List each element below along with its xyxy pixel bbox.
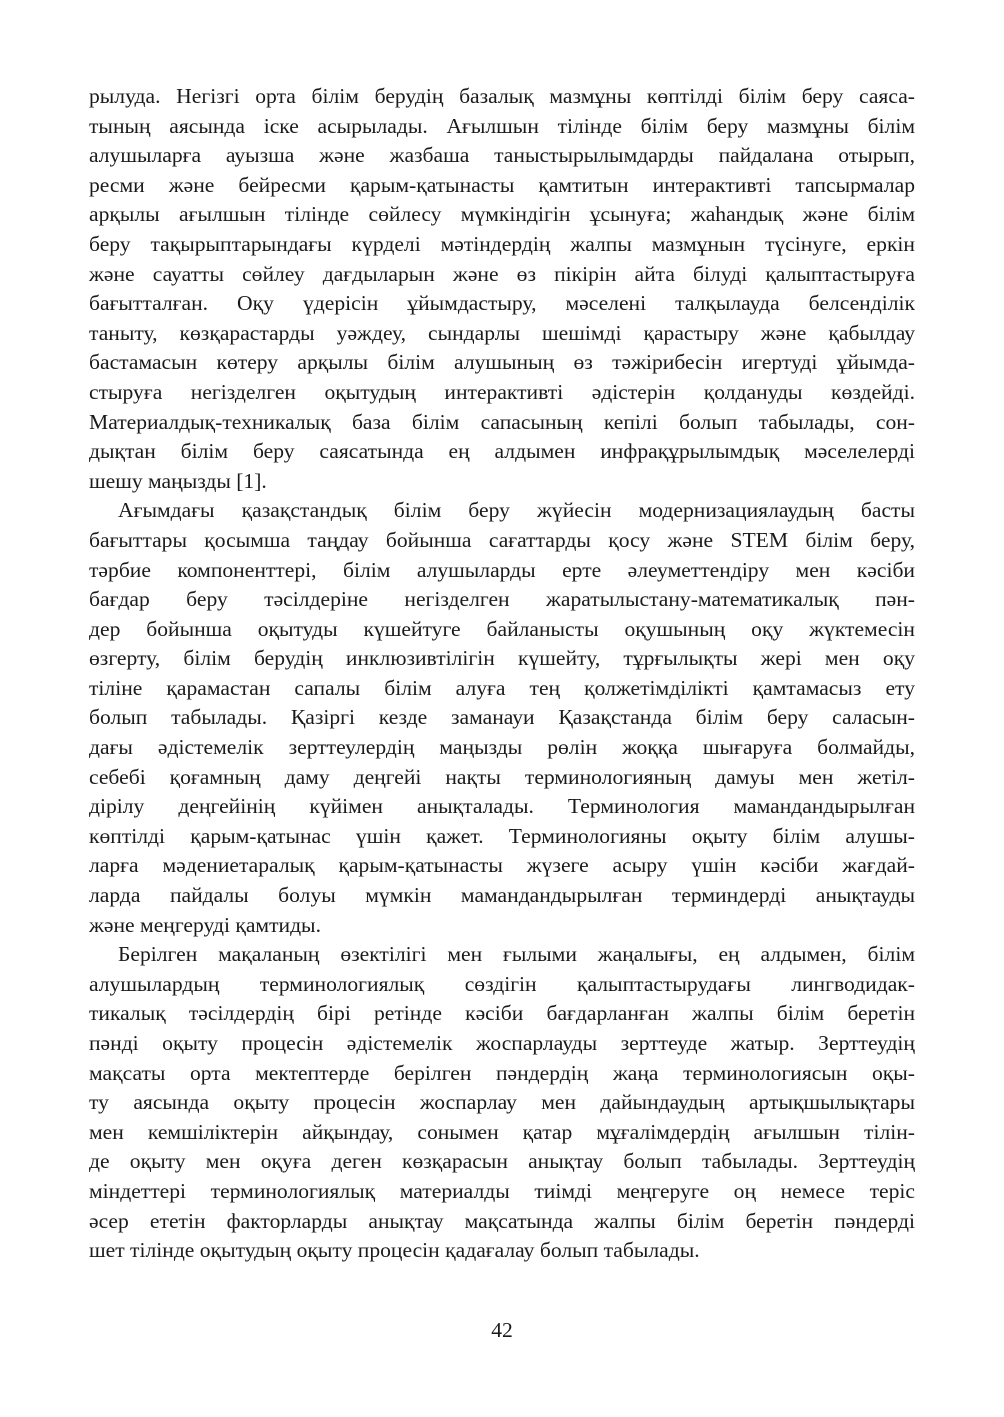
text-line: өзгерту, білім берудің инклюзивтілігін күшейту, тұрғылықты жері мен оқу	[89, 646, 915, 671]
text-line: шет тілінде оқытудың оқыту процесін қадағалау болып табылады.	[89, 1238, 700, 1263]
text-line: стыруға негізделген оқытудың интерактивті әдістерін қолдануды көздейді.	[89, 379, 915, 404]
paragraph	[89, 940, 915, 1266]
text-line: бастамасын көтеру арқылы білім алушының өз тәжірибесін игертуді ұйымда-	[89, 350, 915, 375]
text-line: тикалық тәсілдердің бірі ретінде кәсіби бағдарланған жалпы білім беретін	[89, 1001, 915, 1026]
text-line: тының аясында іске асырылады. Ағылшын тілінде білім беру мазмұны білім	[89, 113, 915, 138]
page-body	[89, 82, 915, 1266]
text-line: дер бойынша оқытуды күшейтуге байланысты оқушының оқу жүктемесін	[89, 616, 915, 641]
text-line: мен кемшіліктерін айқындау, сонымен қатар мұғалімдердің ағылшын тілін-	[89, 1119, 915, 1144]
text-line: ресми және бейресми қарым-қатынасты қамтитын интерактивті тапсырмалар	[89, 172, 915, 197]
text-line: алушыларға ауызша және жазбаша таныстырылымдарды пайдалана отырып,	[89, 143, 915, 168]
text-line: беру тақырыптарындағы күрделі мәтіндердің жалпы мазмұнын түсінуге, еркін	[89, 231, 915, 256]
text-line: және сауатты сөйлеу дағдыларын және өз пікірін айта білуді қалыптастыруға	[89, 261, 915, 286]
text-line: себебі қоғамның даму деңгейі нақты терминологияның дамуы мен жетіл-	[89, 764, 915, 789]
text-line: Ағымдағы қазақстандық білім беру жүйесін модернизациялаудың басты	[118, 498, 915, 523]
text-line: көптілді қарым-қатынас үшін қажет. Терминологияны оқыту білім алушы-	[89, 823, 915, 848]
text-line: міндеттері терминологиялық материалды тиімді меңгеруге оң немесе теріс	[89, 1178, 915, 1203]
text-line: бағыттары қосымша таңдау бойынша сағаттарды қосу және STEM білім беру,	[89, 527, 915, 552]
text-line: мақсаты орта мектептерде берілген пәндердің жаңа терминологиясын оқы-	[89, 1060, 915, 1085]
text-line: рылуда. Негізгі орта білім берудің базалық мазмұны көптілді білім беру саяса-	[89, 84, 915, 108]
text-line: әсер ететін факторларды анықтау мақсатында жалпы білім беретін пәндерді	[89, 1208, 915, 1233]
text-line: дірілу деңгейінің күйімен анықталады. Терминология мамандандырылған	[89, 794, 915, 819]
paragraph	[89, 496, 915, 940]
text-line: бағдар беру тәсілдеріне негізделген жаратылыстану-математикалық пән-	[89, 587, 915, 612]
text-line: ларда пайдалы болуы мүмкін мамандандырылған терминдерді анықтауды	[89, 883, 915, 908]
text-line: тіліне қарамастан сапалы білім алуға тең қолжетімділікті қамтамасыз ету	[89, 675, 915, 700]
text-line: Берілген мақаланың өзектілігі мен ғылыми жаңалығы, ең алдымен, білім	[118, 942, 915, 967]
text-line: және меңгеруді қамтиды.	[89, 912, 321, 937]
paragraph	[89, 82, 915, 496]
text-line: Материалдық-техникалық база білім сапасының кепілі болып табылады, сон-	[89, 409, 915, 434]
text-line: шешу маңызды [1].	[89, 468, 267, 493]
text-line: алушылардың терминологиялық сөздігін қалыптастырудағы лингводидак-	[89, 971, 915, 996]
text-line: пәнді оқыту процесін әдістемелік жоспарлауды зерттеуде жатыр. Зерттеудің	[89, 1031, 915, 1055]
text-line: дағы әдістемелік зерттеулердің маңызды рөлін жоққа шығаруға болмайды,	[89, 735, 915, 760]
text-line: тәрбие компоненттері, білім алушыларды ерте әлеуметтендіру мен кәсіби	[89, 557, 915, 582]
text-line: арқылы ағылшын тілінде сөйлесу мүмкіндігін ұсынуға; жаһандық және білім	[89, 202, 915, 227]
text-line: дықтан білім беру саясатында ең алдымен инфрақұрылымдық мәселелерді	[89, 439, 915, 464]
text-line: ту аясында оқыту процесін жоспарлау мен дайындаудың артықшылықтары	[89, 1090, 915, 1115]
text-line: де оқыту мен оқуға деген көзқарасын анықтау болып табылады. Зерттеудің	[89, 1149, 915, 1174]
text-line: таныту, көзқарастарды уәждеу, сындарлы шешімді қарастыру және қабылдау	[89, 320, 915, 345]
text-line: ларға мәдениетаралық қарым-қатынасты жүзеге асыру үшін кәсіби жағдай-	[89, 853, 915, 878]
text-line: бағытталған. Оқу үдерісін ұйымдастыру, мәселені талқылауда белсенділік	[89, 291, 915, 316]
text-line: болып табылады. Қазіргі кезде заманауи Қазақстанда білім беру саласын-	[89, 705, 915, 730]
page-number: 42	[491, 1318, 513, 1342]
